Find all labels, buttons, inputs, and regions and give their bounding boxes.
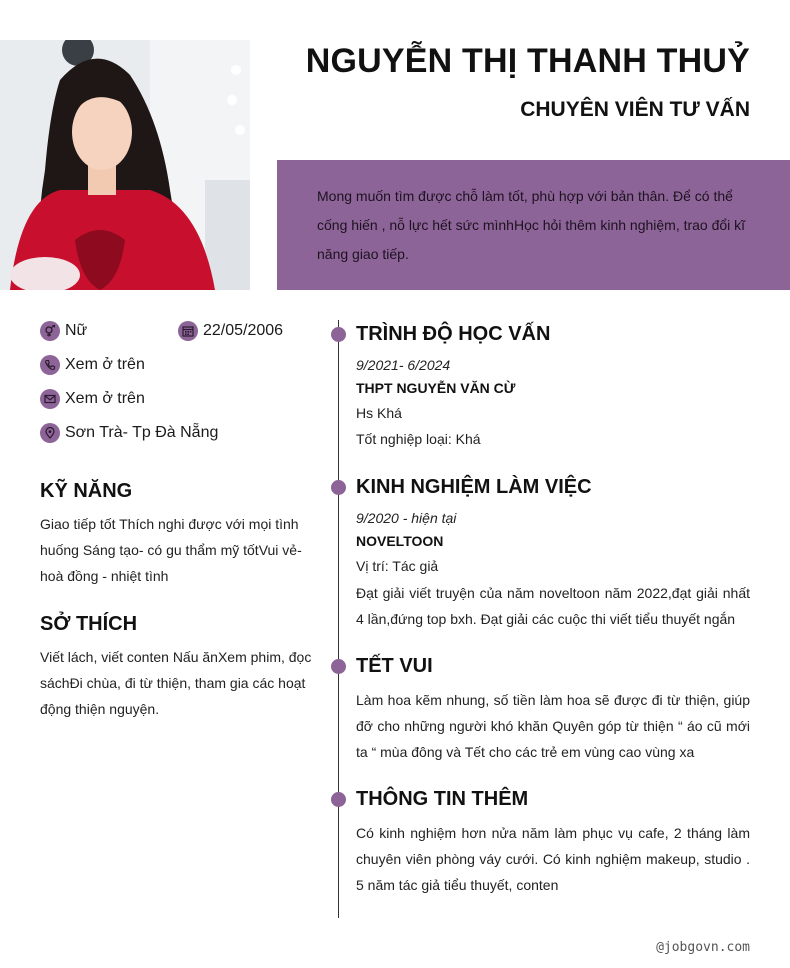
contact-phone <box>40 355 145 375</box>
contact-address <box>40 423 218 443</box>
additional-heading: THÔNG TIN THÊM <box>356 788 529 810</box>
profile-photo <box>0 40 250 290</box>
timeline-dot <box>331 327 346 342</box>
education-heading: TRÌNH ĐỘ HỌC VẤN <box>356 323 551 345</box>
skills-text: Giao tiếp tốt Thích nghi được với mọi tình huống Sáng tạo- có gu thẩm mỹ tốtVui vẻ- hoà đồng - nhiệt tình <box>40 516 302 584</box>
dob-value: 22/05/2006 <box>203 322 284 339</box>
education-date: 9/2021- 6/2024 <box>356 357 451 373</box>
contact-dob <box>178 321 283 341</box>
skills-heading: KỸ NĂNG <box>40 480 133 502</box>
contact-email <box>40 389 145 409</box>
calendar-icon <box>178 321 198 341</box>
phone-icon <box>40 355 60 375</box>
gender-icon <box>40 321 60 341</box>
education-graduation: Tốt nghiệp loại: Khá <box>356 431 481 447</box>
experience-heading: KINH NGHIỆM LÀM VIỆC <box>356 476 592 498</box>
career-objective: Mong muốn tìm được chỗ làm tốt, phù hợp với bản thân. Để có thể cống hiến , nỗ lực hết sức mìnhHọc hỏi thêm kinh nghiệm, trao đổi kĩ năng giao tiếp. <box>277 160 790 290</box>
activities-heading: TẾT VUI <box>356 655 433 677</box>
hobbies-heading: SỞ THÍCH <box>40 613 138 635</box>
experience-date: 9/2020 - hiện tại <box>356 510 457 526</box>
experience-position: Vị trí: Tác giả <box>356 558 439 574</box>
contact-gender <box>40 321 87 341</box>
gender-value: Nữ <box>65 322 88 339</box>
timeline-dot <box>331 659 346 674</box>
education-rank: Hs Khá <box>356 405 402 421</box>
candidate-name: NGUYỄN THỊ THANH THUỶ <box>305 42 750 80</box>
education-school: THPT NGUYỄN VĂN CỪ <box>356 380 516 396</box>
phone-value: Xem ở trên <box>65 356 145 373</box>
mail-icon <box>40 389 60 409</box>
hobbies-text: Viết lách, viết conten Nấu ănXem phim, đọc sáchĐi chùa, đi từ thiện, tham gia các hoạt động thiện nguyện. <box>40 649 312 717</box>
timeline-dot <box>331 792 346 807</box>
experience-description: Đạt giải viết truyện của năm noveltoon năm 2022,đạt giải nhất 4 lần,đứng top bxh. Đạt giải các cuộc thi viết tiểu thuyết ngắn <box>356 585 750 627</box>
job-title: CHUYÊN VIÊN TƯ VẤN <box>520 98 750 121</box>
email-value: Xem ở trên <box>65 390 145 407</box>
timeline-line <box>338 320 339 918</box>
location-icon <box>40 423 60 443</box>
experience-company: NOVELTOON <box>356 533 444 549</box>
additional-text: Có kinh nghiệm hơn nửa năm làm phục vụ cafe, 2 tháng làm chuyên viên phòng váy cưới. Có kinh nghiệm makeup, studio . 5 năm tác giả tiểu thuyết, conten <box>356 825 750 893</box>
timeline-dot <box>331 480 346 495</box>
watermark: @jobgovn.com <box>656 940 750 955</box>
activities-text: Làm hoa kẽm nhung, số tiền làm hoa sẽ được đi từ thiện, giúp đỡ cho những người khó khăn Quyên góp từ thiện “ áo cũ mới ta “ mùa đông và Tết cho các trẻ em vùng cao vùng xa <box>356 692 750 760</box>
address-value: Sơn Trà- Tp Đà Nẵng <box>65 424 219 441</box>
